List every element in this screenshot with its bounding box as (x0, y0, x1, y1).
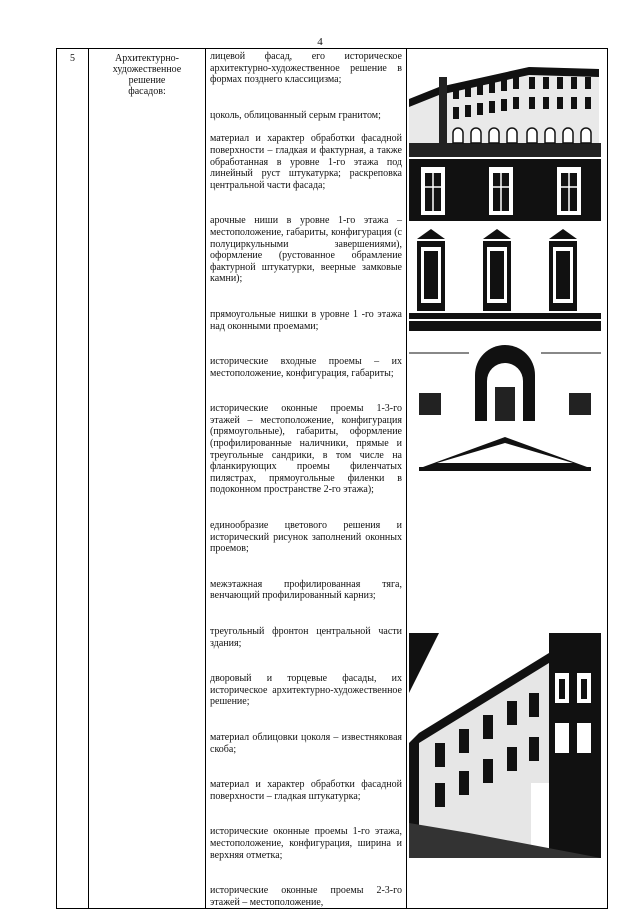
desc-paragraph: материал облицовки цоколя – известняковая скоба; (210, 731, 402, 755)
desc-paragraph: цоколь, облицованный серым гранитом; (210, 109, 381, 121)
row-title-line: решение (128, 75, 166, 86)
features-table (56, 48, 608, 909)
desc-paragraph: треугольный фронтон центральной части здания; (210, 626, 402, 649)
arched-entrance-photo (409, 321, 601, 421)
building-overview-photo (409, 57, 601, 157)
pediment-windows-photo (409, 223, 601, 319)
desc-paragraph: межэтажная профилированная тяга, венчающий профилированный карниз; (210, 578, 402, 602)
triangular-pediment-photo (409, 429, 601, 473)
row-title-line: художественное (112, 64, 182, 75)
table-row (57, 49, 608, 909)
windows-detail-photo (409, 159, 601, 221)
row-title-line: фасадов: (128, 86, 166, 97)
row-images (407, 49, 608, 909)
page-number: 4 (317, 36, 323, 48)
desc-paragraph: материал и характер обработки фасадной поверхности – гладкая штукатурка; (210, 779, 402, 802)
desc-paragraph: исторические оконные проемы 1-3-го этажей – местоположение, конфигурация (прямоугольные), габариты, оформление (профилированные наличники, прямые и треугольные сандрики, в том числе на фланкирующих проемы филенчатых пилястрах, прямоугольные филенки в подоконном пространстве 2-го этажа); (210, 403, 402, 496)
desc-paragraph: дворовый и торцевые фасады, их историческое архитектурно-художественное решение; (210, 673, 402, 708)
row-number: 5 (57, 49, 89, 909)
desc-paragraph: исторические оконные проемы 2-3-го этажей – местоположение, (210, 885, 402, 908)
facade-photo-collage (409, 57, 601, 493)
row-title-line: Архитектурно- (114, 53, 180, 64)
desc-paragraph: арочные ниши в уровне 1-го этажа – местоположение, габариты, конфигурация (с полуциркульными завершениями), оформление (рустованное обрамление фактурной штукатурки, веерные замковые камни); (210, 215, 402, 285)
desc-paragraph: материал и характер обработки фасадной поверхности – гладкая и фактурная, а также обработанная в уровне 1-го этажа под линейный руст штукатурка; раскреповка центральной части фасада; (210, 133, 402, 191)
row-title (89, 49, 206, 909)
desc-paragraph: лицевой фасад, его историческое архитектурно-художественное решение в формах позднего классицизма; (210, 51, 402, 86)
courtyard-facade-photo (409, 633, 601, 858)
row-description (206, 49, 407, 909)
desc-paragraph: прямоугольные нишки в уровне 1 -го этажа над оконными проемами; (210, 308, 402, 332)
desc-paragraph: исторические входные проемы – их местоположение, конфигурация, габариты; (210, 356, 402, 379)
desc-paragraph: исторические оконные проемы 1-го этажа, местоположение, конфигурация, ширина и верхняя отметка; (210, 826, 402, 861)
desc-paragraph: единообразие цветового решения и исторический рисунок заполнений оконных проемов; (210, 520, 402, 555)
